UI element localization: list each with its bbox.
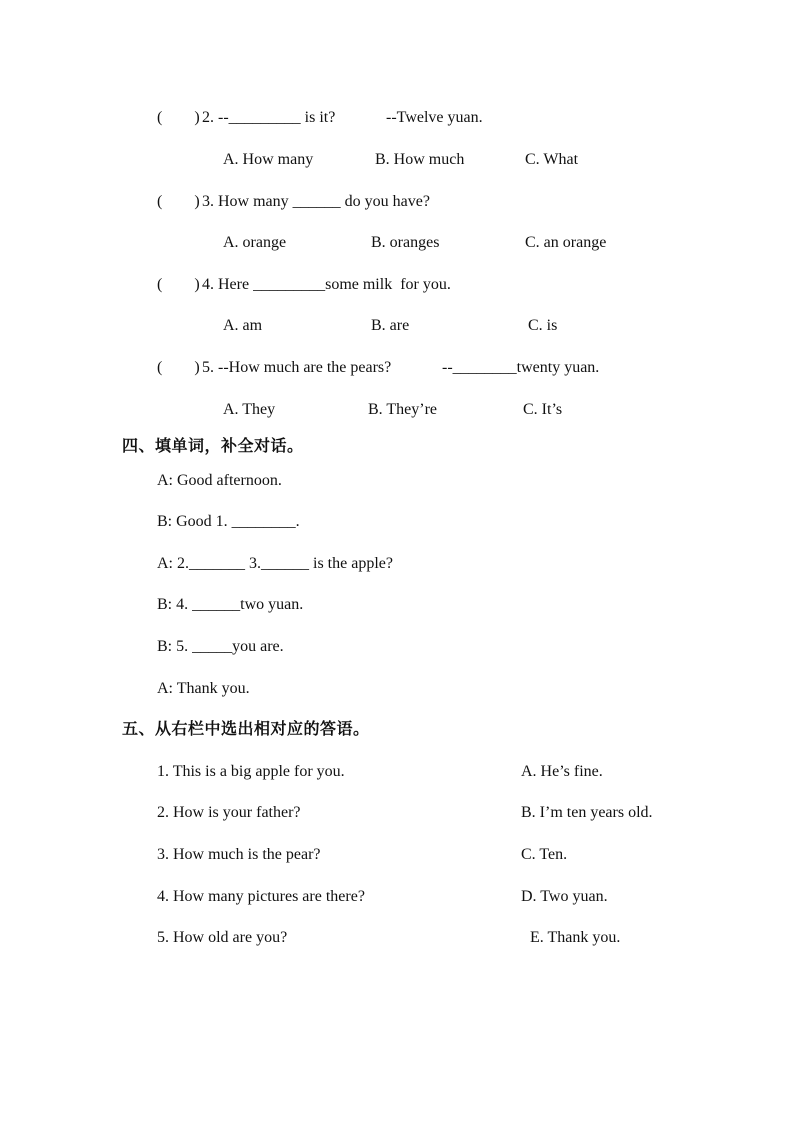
match-answer: E. Thank you. <box>530 929 621 946</box>
match-question: 4. How many pictures are there? <box>157 888 365 905</box>
option-a[interactable]: A. orange <box>223 234 287 251</box>
match-question: 3. How much is the pear? <box>157 846 321 863</box>
option-c[interactable]: C. is <box>528 317 558 334</box>
option-a[interactable]: A. They <box>223 401 276 418</box>
dialogue-line[interactable]: B: 4. ______two yuan. <box>157 596 304 613</box>
answer-paren[interactable]: ( ) <box>157 109 200 126</box>
option-b[interactable]: B. are <box>371 317 410 334</box>
dialogue-line: A: Good afternoon. <box>157 472 282 489</box>
answer-paren[interactable]: ( ) <box>157 193 200 210</box>
dialogue-line[interactable]: A: 2._______ 3.______ is the apple? <box>157 555 393 572</box>
match-question: 2. How is your father? <box>157 804 301 821</box>
option-a[interactable]: A. How many <box>223 151 314 168</box>
match-answer: B. I’m ten years old. <box>521 804 653 821</box>
answer-paren[interactable]: ( ) <box>157 359 200 376</box>
match-question: 1. This is a big apple for you. <box>157 763 345 780</box>
section-5-heading: 五、从右栏中选出相对应的答语。 <box>122 719 370 738</box>
match-question: 5. How old are you? <box>157 929 288 946</box>
match-answer: C. Ten. <box>521 846 568 863</box>
answer-paren[interactable]: ( ) <box>157 276 200 293</box>
dialogue-line[interactable]: B: 5. _____you are. <box>157 638 284 655</box>
question-stem: 5. --How much are the pears? <box>202 359 392 376</box>
question-stem: 4. Here _________some milk for you. <box>202 276 451 293</box>
option-c[interactable]: C. What <box>525 151 579 168</box>
question-answer: --________twenty yuan. <box>442 359 600 376</box>
dialogue-line[interactable]: B: Good 1. ________. <box>157 513 300 530</box>
option-a[interactable]: A. am <box>223 317 263 334</box>
section-4-heading: 四、填单词，补全对话。 <box>122 436 304 455</box>
option-b[interactable]: B. How much <box>375 151 465 168</box>
question-answer: --Twelve yuan. <box>386 109 483 126</box>
match-answer: A. He’s fine. <box>521 763 603 780</box>
option-b[interactable]: B. They’re <box>368 401 438 418</box>
option-b[interactable]: B. oranges <box>371 234 440 251</box>
option-c[interactable]: C. an orange <box>525 234 607 251</box>
question-stem: 3. How many ______ do you have? <box>202 193 430 210</box>
match-answer: D. Two yuan. <box>521 888 608 905</box>
dialogue-line: A: Thank you. <box>157 680 250 697</box>
option-c[interactable]: C. It’s <box>523 401 563 418</box>
question-stem: 2. --_________ is it? <box>202 109 336 126</box>
